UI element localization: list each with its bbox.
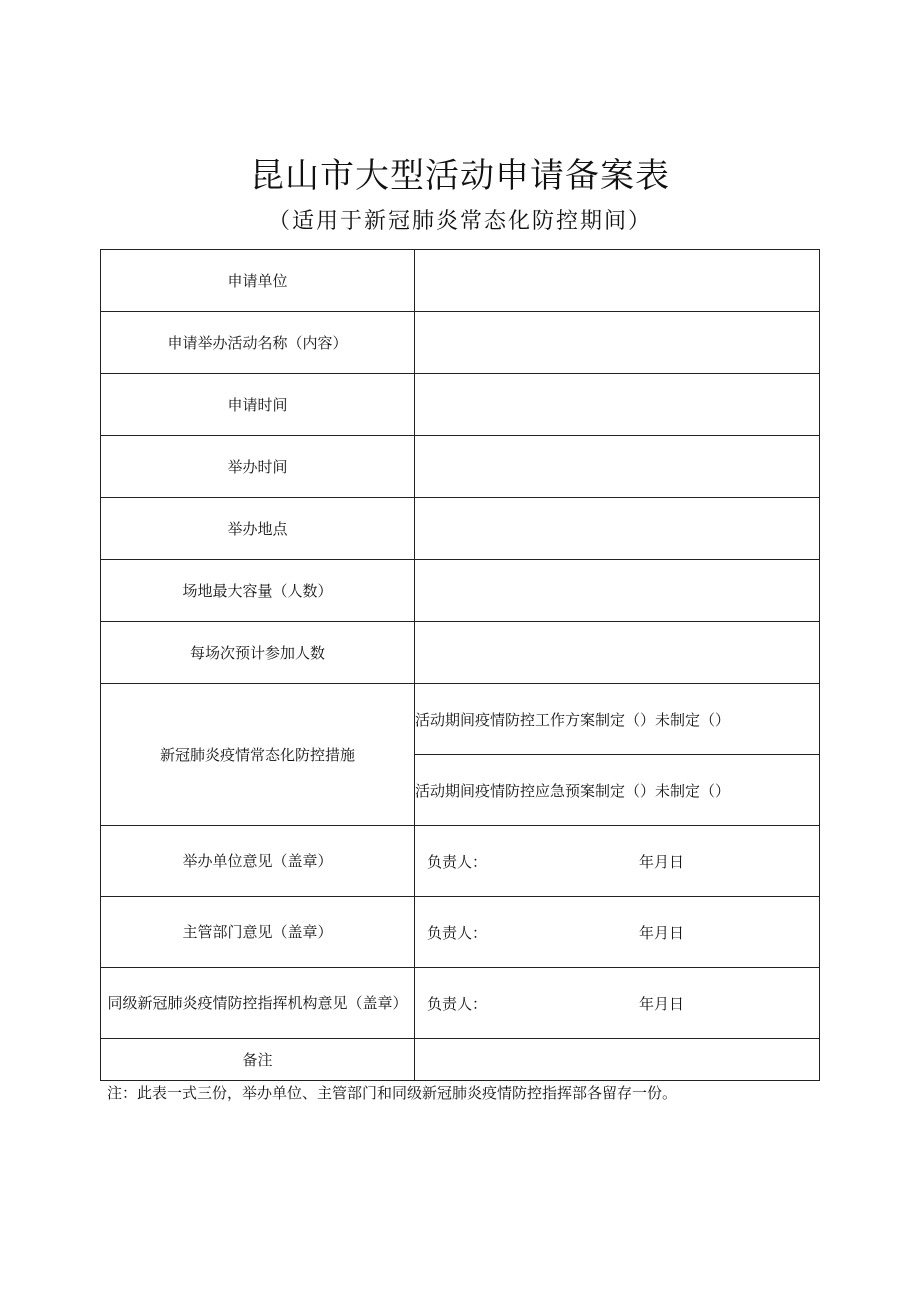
row-applicant-unit: [101, 250, 820, 312]
row-event-time: [101, 436, 820, 498]
authority-opinion-label: 主管部门意见（盖章）: [101, 897, 415, 968]
activity-name-label: 申请举办活动名称（内容）: [101, 312, 415, 374]
expected-attendance-field[interactable]: [415, 622, 820, 684]
row-prevention-measures: [101, 684, 820, 755]
row-remarks: [101, 1039, 820, 1081]
applicant-unit-field[interactable]: [415, 250, 820, 312]
row-venue-capacity: [101, 560, 820, 622]
work-plan-measure[interactable]: 活动期间疫情防控工作方案制定（）未制定（）: [415, 684, 820, 755]
event-time-field[interactable]: [415, 436, 820, 498]
venue-capacity-label: 场地最大容量（人数）: [101, 560, 415, 622]
authority-responsible-label: 负责人：: [427, 923, 488, 942]
command-date-label: 年月日: [639, 994, 685, 1013]
form-subtitle: （适用于新冠肺炎常态化防控期间）: [267, 209, 652, 234]
event-location-label: 举办地点: [101, 498, 415, 560]
organizer-responsible-label: 负责人：: [427, 852, 488, 871]
authority-date-label: 年月日: [639, 923, 685, 942]
prevention-measures-label: 新冠肺炎疫情常态化防控措施: [101, 684, 415, 826]
footnote: 注：此表一式三份，举办单位、主管部门和同级新冠肺炎疫情防控指挥部各留存一份。: [107, 1084, 678, 1102]
command-responsible-label: 负责人：: [427, 994, 488, 1013]
command-opinion-label: 同级新冠肺炎疫情防控指挥机构意见（盖章）: [101, 968, 415, 1039]
organizer-opinion-label: 举办单位意见（盖章）: [101, 826, 415, 897]
expected-attendance-label: 每场次预计参加人数: [101, 622, 415, 684]
row-application-time: [101, 374, 820, 436]
organizer-date-label: 年月日: [639, 852, 685, 871]
event-time-label: 举办时间: [101, 436, 415, 498]
row-activity-name: [101, 312, 820, 374]
row-command-opinion: [101, 968, 820, 1039]
row-organizer-opinion: [101, 826, 820, 897]
organizer-opinion-field[interactable]: [415, 826, 820, 897]
row-expected-attendance: [101, 622, 820, 684]
event-location-field[interactable]: [415, 498, 820, 560]
row-authority-opinion: [101, 897, 820, 968]
remarks-label: 备注: [101, 1039, 415, 1081]
emergency-plan-measure[interactable]: 活动期间疫情防控应急预案制定（）未制定（）: [415, 755, 820, 826]
application-time-field[interactable]: [415, 374, 820, 436]
activity-name-field[interactable]: [415, 312, 820, 374]
command-opinion-field[interactable]: [415, 968, 820, 1039]
venue-capacity-field[interactable]: [415, 560, 820, 622]
authority-opinion-field[interactable]: [415, 897, 820, 968]
row-event-location: [101, 498, 820, 560]
applicant-unit-label: 申请单位: [101, 250, 415, 312]
form-title: 昆山市大型活动申请备案表: [250, 156, 670, 196]
application-form-table: [100, 249, 820, 1081]
application-time-label: 申请时间: [101, 374, 415, 436]
remarks-field[interactable]: [415, 1039, 820, 1081]
